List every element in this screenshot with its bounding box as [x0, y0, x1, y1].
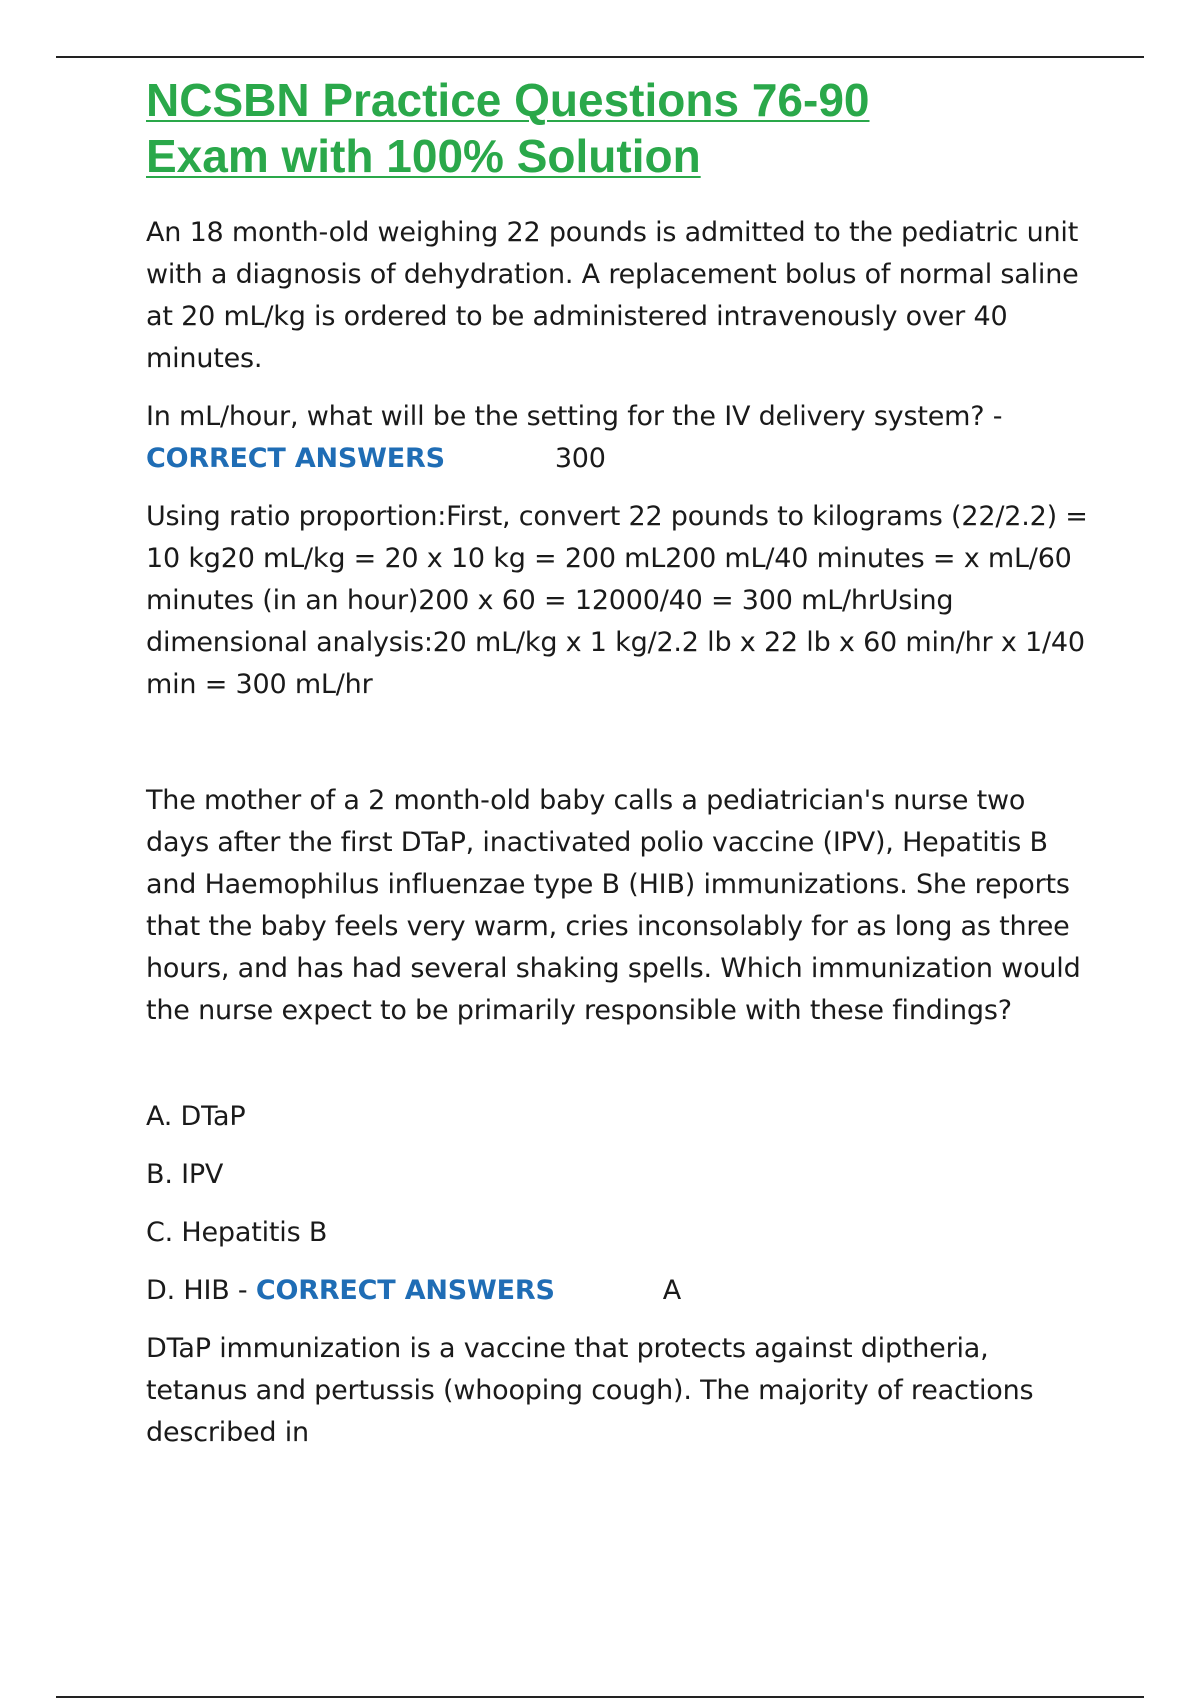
option-a: A. DTaP: [146, 1101, 246, 1132]
option-b: B. IPV: [146, 1159, 224, 1190]
question-1-answer: 300: [554, 443, 606, 474]
title-line-1: NCSBN Practice Questions 76-90: [146, 74, 870, 126]
option-d-line: [146, 1270, 1096, 1312]
bottom-rule: [56, 1696, 1144, 1698]
title-line-2: Exam with 100% Solution: [146, 130, 701, 182]
question-2-stem: The mother of a 2 month-old baby calls a pediatrician's nurse two days after the first DTaP, inactivated polio vaccine (IPV), Hepatitis B and Haemophilus influenzae type B (HIB) immunizations. She reports that the baby feels very warm, cries inconsolably for as long as three hours, and has had several shaking spells. Which immunization would the nurse expect to be primarily responsible with these findings?: [146, 785, 1081, 1026]
document-title: [146, 72, 1096, 184]
question-2-options: [146, 1096, 1096, 1312]
option-c: C. Hepatitis B: [146, 1217, 328, 1248]
question-1-explanation: Using ratio proportion:First, convert 22 pounds to kilograms (22/2.2) = 10 kg20 mL/kg = 20 x 10 kg = 200 mL200 mL/40 minutes = x mL/60 minutes (in an hour)200 x 60 = 12000/40 = 300 mL/hrUsing dimensional analysis:20 mL/kg x 1 kg/2.2 lb x 22 lb x 60 min/hr x 1/40 min = 300 mL/hr: [146, 501, 1088, 700]
question-1-question: In mL/hour, what will be the setting for the IV delivery system? -: [146, 401, 1003, 432]
question-1-correct-label: CORRECT ANSWERS: [146, 443, 445, 474]
question-2-explanation: DTaP immunization is a vaccine that protects against diptheria, tetanus and pertussis (whooping cough). The majority of reactions described in: [146, 1333, 1034, 1448]
question-1-stem: An 18 month-old weighing 22 pounds is admitted to the pediatric unit with a diagnosis of dehydration. A replacement bolus of normal saline at 20 mL/kg is ordered to be administered intravenously over 40 minutes.: [146, 217, 1079, 374]
question-1-prompt: [146, 396, 1096, 480]
option-d: D. HIB -: [146, 1275, 248, 1306]
document-body: [146, 72, 1096, 1454]
top-rule: [56, 56, 1144, 58]
question-2-correct-label: CORRECT ANSWERS: [255, 1275, 555, 1306]
question-2-answer: A: [662, 1275, 681, 1306]
